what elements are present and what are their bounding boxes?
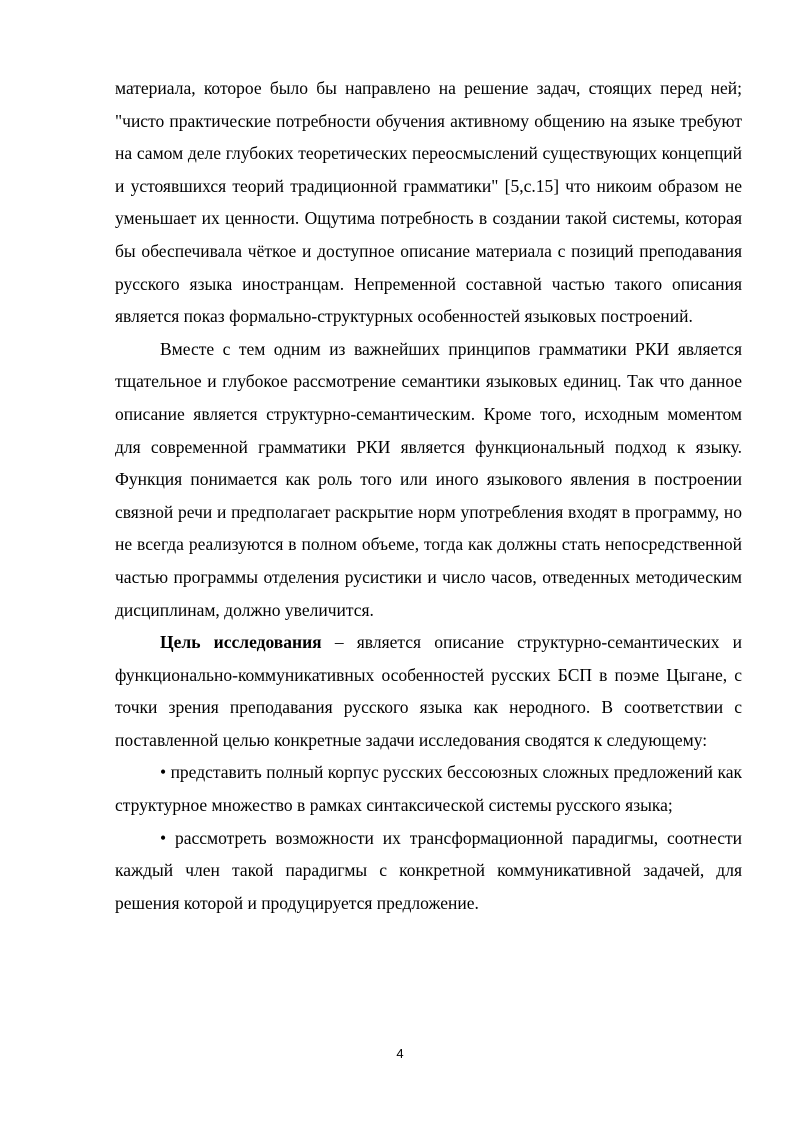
bullet-item: • рассмотреть возможности их трансформационной парадигмы, соотнести каждый член такой парадигмы с конкретной коммуникативной задачей, для решения которой и продуцируется предложение.	[115, 827, 742, 913]
goal-heading: Цель исследования	[160, 632, 322, 653]
page-number: 4	[396, 1046, 404, 1061]
paragraph-goal	[115, 626, 742, 756]
body-text	[115, 72, 742, 919]
bullet-item: • представить полный корпус русских бессоюзных сложных предложений как структурное множество в рамках синтаксической системы русского языка;	[115, 762, 742, 816]
paragraph: материала, которое было бы направлено на решение задач, стоящих перед ней; "чисто практические потребности обучения активному общению на языке требуют на самом деле глубоких теоретических переосмыслений существующих концепций и устоявшихся теорий традиционной грамматики" [5,с.15] что никоим образом не уменьшает их ценности. Ощутима потребность в создании такой системы, которая бы обеспечивала чёткое и доступное описание материала с позиций преподавания русского языка иностранцам. Непременной составной частью такого описания является показ формально-структурных особенностей языковых построений.	[115, 78, 742, 327]
paragraph: Вместе с тем одним из важнейших принципов грамматики РКИ является тщательное и глубокое рассмотрение семантики языковых единиц. Так что данное описание является структурно-семантическим. Кроме того, исходным моментом для современной грамматики РКИ является функциональный подход к языку. Функция понимается как роль того или иного языкового явления в построении связной речи и предполагает раскрытие норм употребления входят в программу, но не всегда реализуются в полном объеме, тогда как должны стать непосредственной частью программы отделения русистики и число часов, отведенных методическим дисциплинам, должно увеличится.	[115, 338, 742, 620]
goal-text: – является описание структурно-семантических и функционально-коммуникативных особенностей русских БСП в поэме Цыгане, с точки зрения преподавания русского языка как неродного. В соответствии с поставленной целью конкретные задачи исследования сводятся к следующему:	[115, 632, 742, 750]
